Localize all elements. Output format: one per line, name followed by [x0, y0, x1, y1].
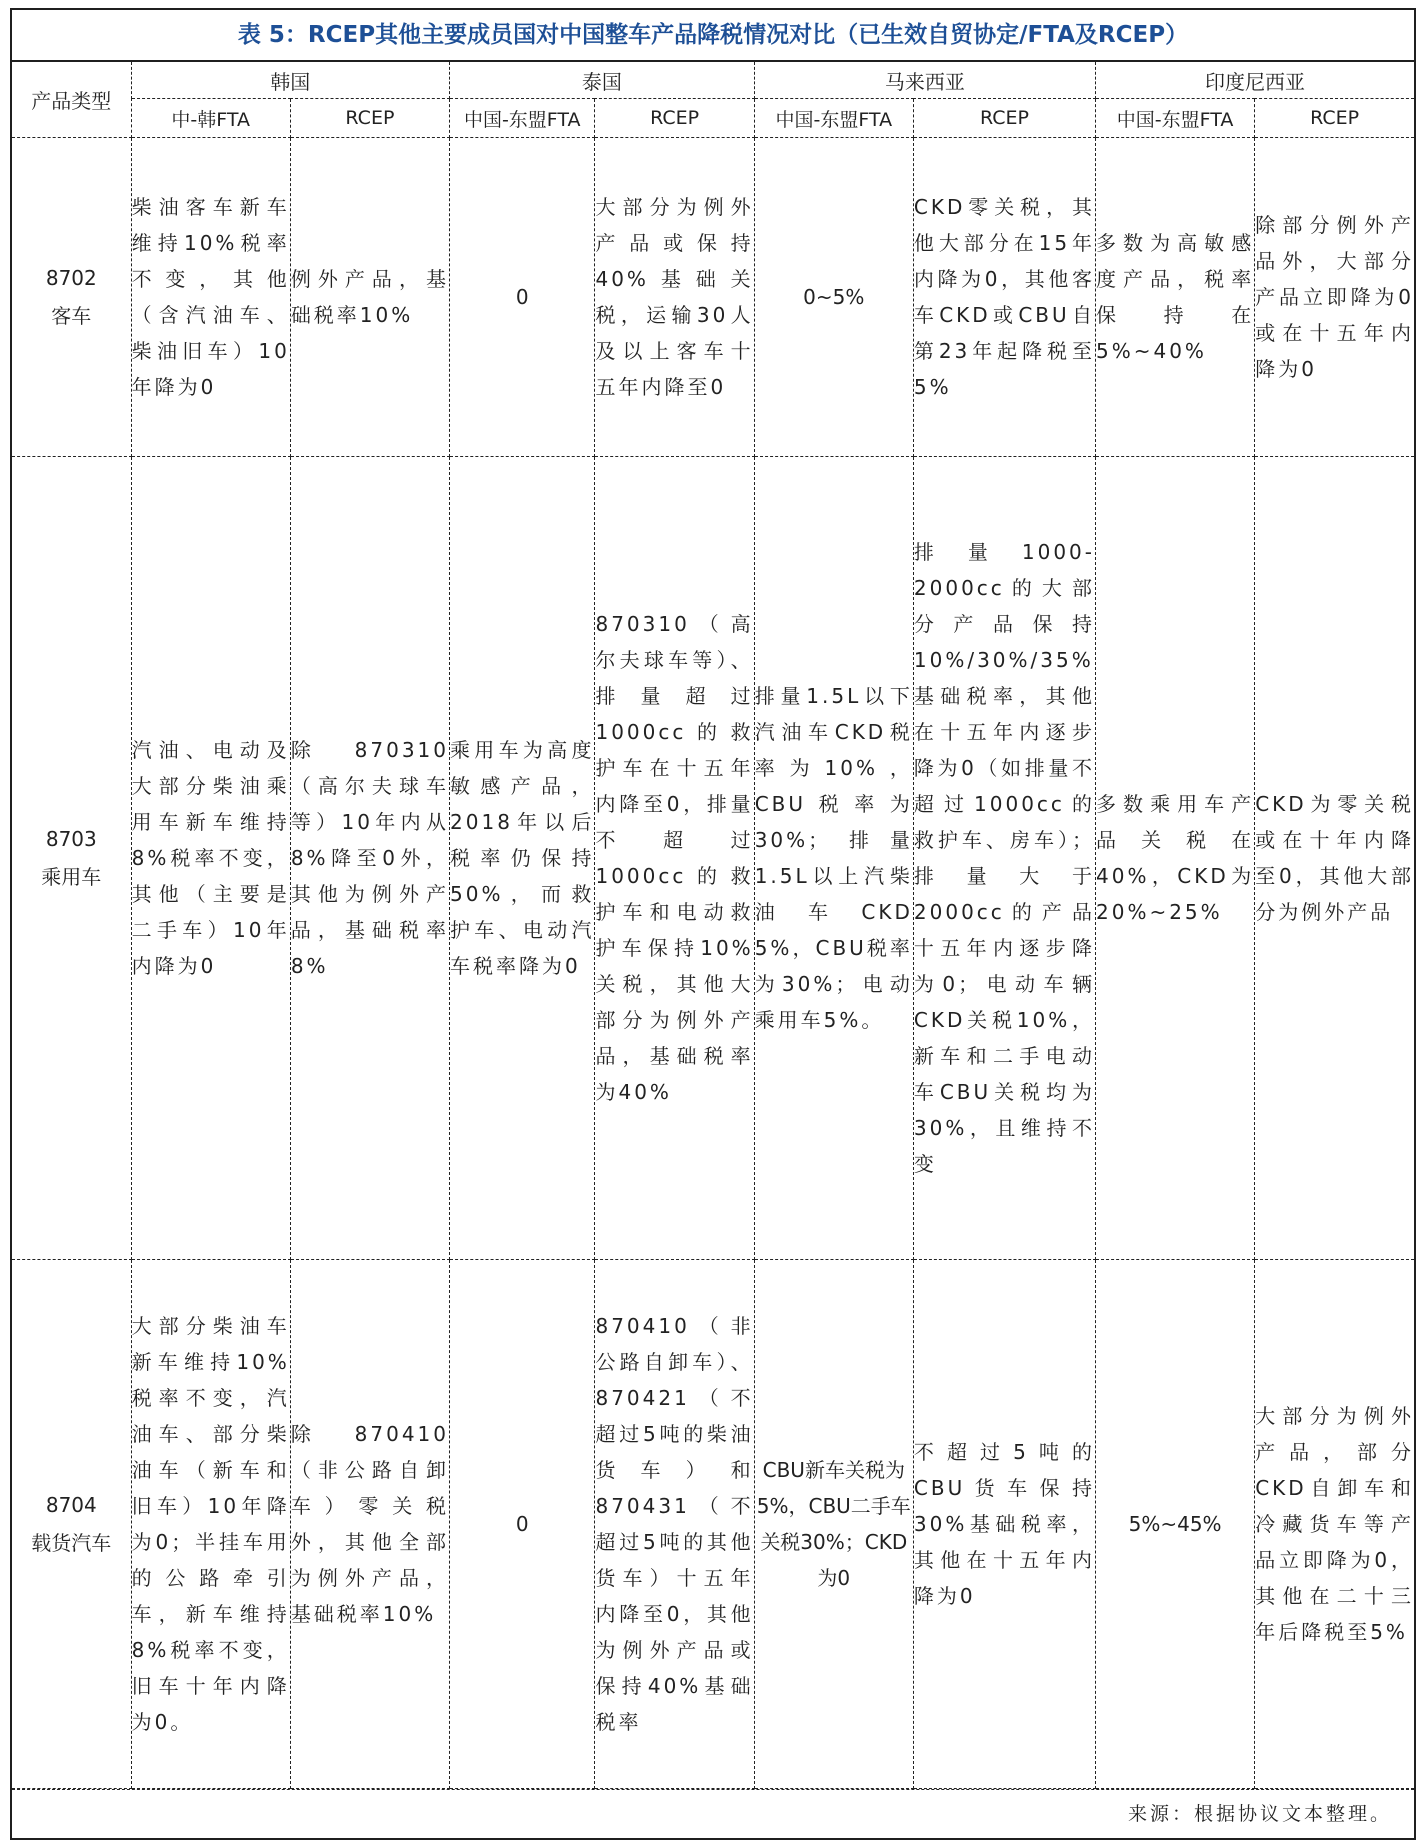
table-cell: 不超过5吨的CBU货车保持30%基础税率，其他在十五年内降为0: [913, 1260, 1095, 1789]
table-cell: CKD零关税，其他大部分在15年内降为0，其他客车CKD或CBU自第23年起降税至5%: [913, 138, 1095, 457]
product-type-cell: [12, 457, 131, 1260]
product-code: 8704: [45, 1493, 97, 1517]
header-country-thailand: 泰国: [450, 62, 755, 99]
table-cell: 0: [450, 1260, 595, 1789]
table-cell: 5%~45%: [1096, 1260, 1255, 1789]
table-cell: 柴油客车新车维持10%税率不变，其他（含汽油车、柴油旧车）10年降为0: [131, 138, 290, 457]
header-country-indonesia: 印度尼西亚: [1096, 62, 1415, 99]
table-cell: 870310（高尔夫球车等）、排量超过1000cc的救护车在十五年内降至0，排量不超过1000cc的救护车和电动救护车保持10%关税，其他大部分为例外产品，基础税率为40%: [595, 457, 754, 1260]
table-cell: 0: [450, 138, 595, 457]
source-note: 来源：根据协议文本整理。: [12, 1789, 1414, 1838]
table-cell: 乘用车为高度敏感产品，2018年以后税率仍保持50%，而救护车、电动汽车税率降为0: [450, 457, 595, 1260]
header-product-type: 产品类型: [12, 62, 131, 138]
header-row-countries: [12, 62, 1414, 99]
header-agreement: 中国-东盟FTA: [450, 99, 595, 138]
table-cell: 870410（非公路自卸车）、870421（不超过5吨的柴油货车）和870431（不超过5吨的其他货车）十五年内降至0，其他为例外产品或保持40%基础税率: [595, 1260, 754, 1789]
table-cell: 排量1000-2000cc的大部分产品保持10%/30%/35%基础税率，其他在十五年内逐步降为0（如排量不超过1000cc的救护车、房车）；排量大于2000cc的产品十五年内逐步降为0；电动车辆CKD关税10%，新车和二手电动车CBU关税均为30%，且维持不变: [913, 457, 1095, 1260]
header-agreement: RCEP: [1255, 99, 1414, 138]
table-cell: 除部分例外产品外，大部分产品立即降为0或在十五年内降为0: [1255, 138, 1414, 457]
table-cell: 多数乘用车产品关税在40%，CKD为20%~25%: [1096, 457, 1255, 1260]
table-row: [12, 138, 1414, 457]
header-agreement: RCEP: [290, 99, 449, 138]
header-country-korea: 韩国: [131, 62, 449, 99]
table-title: 表 5：RCEP其他主要成员国对中国整车产品降税情况对比（已生效自贸协定/FTA及RCEP）: [12, 10, 1414, 62]
table-row: [12, 1260, 1414, 1789]
table-row: [12, 457, 1414, 1260]
table-cell: 例外产品，基础税率10%: [290, 138, 449, 457]
table-cell: 汽油、电动及大部分柴油乘用车新车维持8%税率不变，其他（主要是二手车）10年内降为0: [131, 457, 290, 1260]
table-cell: 排量1.5L以下汽油车CKD税率为10%，CBU税率为30%；排量1.5L以上汽柴油车CKD 5%，CBU税率为30%；电动乘用车5%。: [754, 457, 913, 1260]
header-country-malaysia: 马来西亚: [754, 62, 1095, 99]
product-code: 8702: [45, 266, 97, 290]
product-name: 乘用车: [41, 865, 102, 889]
table-cell: 大部分为例外产品或保持40%基础关税，运输30人及以上客车十五年内降至0: [595, 138, 754, 457]
table-cell: CBU新车关税为5%，CBU二手车关税30%；CKD为0: [754, 1260, 913, 1789]
header-row-agreements: [12, 99, 1414, 138]
table-cell: CKD为零关税或在十年内降至0，其他大部分为例外产品: [1255, 457, 1414, 1260]
product-type-cell: [12, 138, 131, 457]
table-cell: 0~5%: [754, 138, 913, 457]
product-name: 客车: [51, 304, 92, 328]
product-type-cell: [12, 1260, 131, 1789]
product-code: 8703: [45, 827, 97, 851]
table-cell: 除870310（高尔夫球车等）10年内从8%降至0外，其他为例外产品，基础税率8%: [290, 457, 449, 1260]
table-cell: 除870410（非公路自卸车）零关税外，其他全部为例外产品，基础税率10%: [290, 1260, 449, 1789]
header-agreement: 中国-东盟FTA: [754, 99, 913, 138]
table-cell: 多数为高敏感度产品，税率保持在5%~40%: [1096, 138, 1255, 457]
product-name: 载货汽车: [31, 1531, 112, 1555]
tariff-comparison-table: [12, 62, 1414, 1789]
header-agreement: 中-韩FTA: [131, 99, 290, 138]
table-frame: [10, 8, 1416, 1840]
table-cell: 大部分为例外产品，部分CKD自卸车和冷藏货车等产品立即降为0，其他在二十三年后降税至5%: [1255, 1260, 1414, 1789]
header-agreement: RCEP: [913, 99, 1095, 138]
header-agreement: 中国-东盟FTA: [1096, 99, 1255, 138]
table-cell: 大部分柴油车新车维持10%税率不变，汽油车、部分柴油车（新车和旧车）10年降为0；半挂车用的公路牵引车，新车维持8%税率不变，旧车十年内降为0。: [131, 1260, 290, 1789]
header-agreement: RCEP: [595, 99, 754, 138]
